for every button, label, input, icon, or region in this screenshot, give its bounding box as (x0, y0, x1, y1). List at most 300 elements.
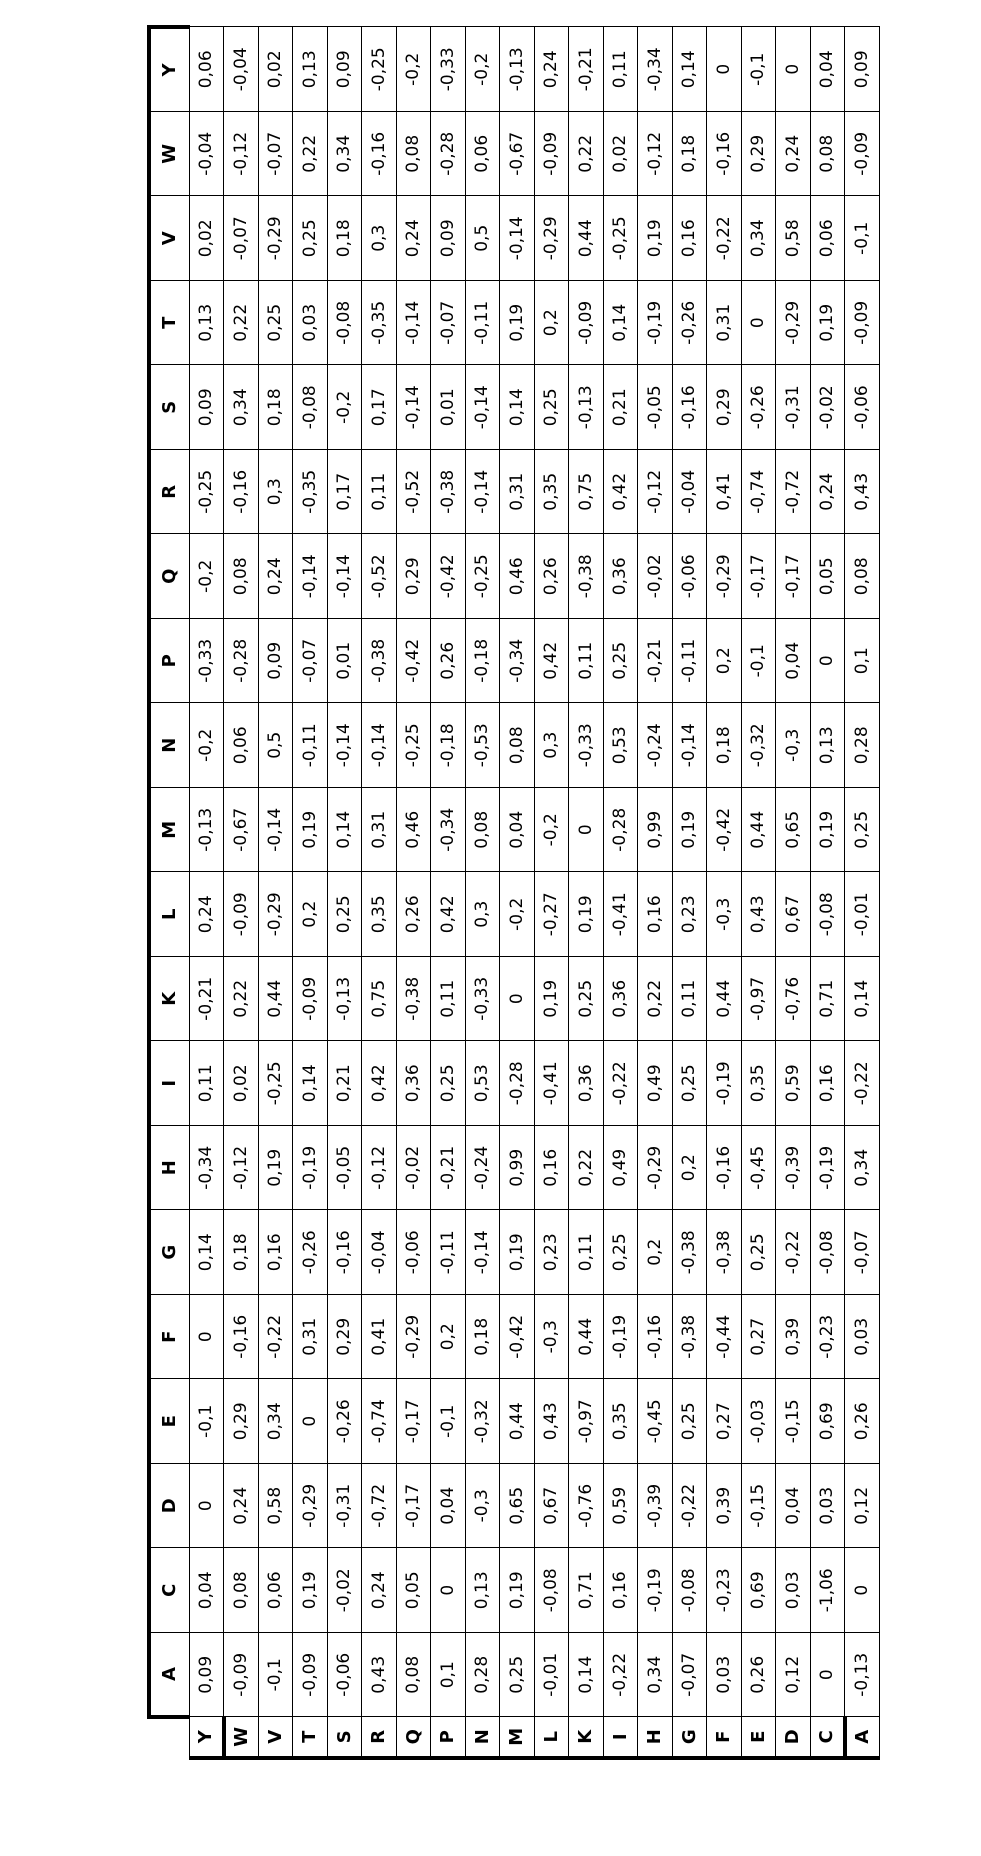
table-row (500, 27, 535, 1838)
matrix-cell: 0,19 (500, 281, 535, 366)
matrix-cell: -0,14 (500, 196, 535, 281)
matrix-cell: 0,08 (396, 1633, 431, 1718)
matrix-cell: 0,08 (810, 112, 845, 197)
matrix-cell: -0,42 (707, 788, 742, 873)
matrix-cell: 0,19 (500, 1210, 535, 1295)
matrix-cell: 0,24 (224, 1464, 259, 1549)
matrix-cell: 0,14 (500, 365, 535, 450)
row-header-E: E (741, 1717, 776, 1758)
matrix-cell: 0,42 (362, 1041, 397, 1126)
matrix-cell: -0,16 (224, 450, 259, 535)
matrix-cell: 0,18 (465, 1295, 500, 1380)
matrix-cell: -0,2 (534, 788, 569, 873)
matrix-cell: 0,24 (258, 534, 293, 619)
matrix-cell: 0,09 (431, 196, 466, 281)
row-header-Q: Q (396, 1717, 431, 1758)
matrix-cell: -0,29 (258, 872, 293, 957)
matrix-cell: -0,11 (465, 281, 500, 366)
matrix-cell: 0,75 (362, 957, 397, 1042)
matrix-cell: 0,26 (534, 534, 569, 619)
matrix-cell: -0,23 (810, 1295, 845, 1380)
matrix-cell: 0,02 (224, 1041, 259, 1126)
matrix-cell: -0,29 (396, 1295, 431, 1380)
matrix-cell: -0,07 (258, 112, 293, 197)
matrix-cell: -0,07 (293, 619, 328, 704)
matrix-cell: 0,35 (741, 1041, 776, 1126)
matrix-cell: -0,74 (362, 1379, 397, 1464)
matrix-cell: -0,09 (534, 112, 569, 197)
matrix-cell: -0,33 (189, 619, 224, 704)
matrix-cell: 0,08 (500, 703, 535, 788)
matrix-cell: 0,16 (638, 872, 673, 957)
matrix-cell: 0,25 (327, 872, 362, 957)
matrix-cell: 0,02 (189, 196, 224, 281)
matrix-cell: -0,29 (638, 1126, 673, 1211)
matrix-cell: 0,71 (810, 957, 845, 1042)
matrix-cell: -0,16 (672, 365, 707, 450)
matrix-cell: 0 (845, 1548, 880, 1633)
matrix-cell: 0,26 (741, 1633, 776, 1718)
row-header-R: R (362, 1717, 397, 1758)
matrix-cell: 0,67 (776, 872, 811, 957)
matrix-cell: 0,14 (603, 281, 638, 366)
matrix-cell: 0,19 (569, 872, 604, 957)
matrix-cell: -0,14 (293, 534, 328, 619)
matrix-cell: -0,19 (707, 1041, 742, 1126)
matrix-cell: 0,31 (293, 1295, 328, 1380)
matrix-cell: -0,08 (672, 1548, 707, 1633)
matrix-cell: -0,19 (810, 1126, 845, 1211)
matrix-cell: 0 (431, 1548, 466, 1633)
matrix-cell: -0,04 (224, 27, 259, 112)
matrix-cell: -0,97 (569, 1379, 604, 1464)
matrix-cell: -0,12 (638, 112, 673, 197)
matrix-cell: 0,09 (845, 27, 880, 112)
matrix-cell: 0,39 (776, 1295, 811, 1380)
matrix-cell: -0,28 (500, 1041, 535, 1126)
matrix-cell: -0,52 (396, 450, 431, 535)
matrix-cell: -0,07 (672, 1633, 707, 1718)
table-row (741, 27, 776, 1838)
row-header-F: F (707, 1717, 742, 1758)
matrix-cell: 0,43 (741, 872, 776, 957)
matrix-cell: 0,3 (534, 703, 569, 788)
matrix-cell: -0,02 (810, 365, 845, 450)
row-header-S: S (327, 1717, 362, 1758)
matrix-cell: 0,44 (707, 957, 742, 1042)
matrix-cell: -0,06 (845, 365, 880, 450)
matrix-cell: -0,14 (258, 788, 293, 873)
matrix-cell: -0,05 (327, 1126, 362, 1211)
matrix-cell: -0,04 (189, 112, 224, 197)
matrix-cell: 0,49 (638, 1041, 673, 1126)
matrix-cell: 0,06 (465, 112, 500, 197)
matrix-cell: -0,17 (741, 534, 776, 619)
row-header-G: G (672, 1717, 707, 1758)
matrix-cell: -0,2 (189, 703, 224, 788)
matrix-cell: 0,46 (500, 534, 535, 619)
matrix-cell: -0,31 (776, 365, 811, 450)
matrix-cell: -0,38 (569, 534, 604, 619)
column-header-E: E (149, 1379, 189, 1464)
matrix-cell: 0 (776, 27, 811, 112)
matrix-cell: -0,72 (362, 1464, 397, 1549)
row-spacer (672, 1758, 707, 1838)
matrix-cell: -0,76 (776, 957, 811, 1042)
matrix-cell: 0,21 (327, 1041, 362, 1126)
matrix-cell: 0,19 (672, 788, 707, 873)
matrix-cell: -0,06 (672, 534, 707, 619)
matrix-cell: -0,38 (396, 957, 431, 1042)
row-header-I: I (603, 1717, 638, 1758)
matrix-cell: -0,07 (845, 1210, 880, 1295)
matrix-cell: -0,12 (224, 112, 259, 197)
table-row (603, 27, 638, 1838)
matrix-cell: 0,24 (362, 1548, 397, 1633)
matrix-cell: -0,31 (327, 1464, 362, 1549)
column-header-I: I (149, 1041, 189, 1126)
table-row (707, 27, 742, 1838)
table-row (569, 27, 604, 1838)
matrix-cell: -0,72 (776, 450, 811, 535)
matrix-cell: 0,16 (810, 1041, 845, 1126)
matrix-cell: -0,26 (672, 281, 707, 366)
matrix-cell: -0,14 (362, 703, 397, 788)
matrix-cell: 0,31 (500, 450, 535, 535)
matrix-cell: -0,22 (258, 1295, 293, 1380)
matrix-cell: -0,67 (224, 788, 259, 873)
matrix-cell: 0,58 (776, 196, 811, 281)
matrix-cell: 0,14 (293, 1041, 328, 1126)
matrix-cell: 0,08 (845, 534, 880, 619)
matrix-cell: 0,34 (258, 1379, 293, 1464)
matrix-cell: -0,17 (396, 1464, 431, 1549)
matrix-cell: -0,21 (569, 27, 604, 112)
matrix-cell: -0,04 (362, 1210, 397, 1295)
row-spacer (224, 1758, 259, 1838)
matrix-cell: -0,24 (465, 1126, 500, 1211)
matrix-cell: -0,12 (638, 450, 673, 535)
matrix-cell: 0,13 (465, 1548, 500, 1633)
matrix-cell: 0,03 (293, 281, 328, 366)
column-header-W: W (149, 112, 189, 197)
matrix-cell: 0 (810, 619, 845, 704)
matrix-cell: 0,16 (534, 1126, 569, 1211)
table-row (258, 27, 293, 1838)
matrix-cell: -0,13 (189, 788, 224, 873)
matrix-cell: 0,44 (258, 957, 293, 1042)
matrix-cell: -0,1 (741, 27, 776, 112)
row-spacer (362, 1758, 397, 1838)
matrix-cell: -0,21 (431, 1126, 466, 1211)
matrix-cell: 0,13 (810, 703, 845, 788)
matrix-cell: 0,42 (431, 872, 466, 957)
matrix-cell: 0,08 (224, 534, 259, 619)
matrix-cell: -0,22 (707, 196, 742, 281)
matrix-cell: -0,14 (465, 450, 500, 535)
matrix-cell: 0 (293, 1379, 328, 1464)
matrix-cell: -0,19 (638, 1548, 673, 1633)
matrix-cell: 0 (189, 1295, 224, 1380)
matrix-cell: 0,08 (465, 788, 500, 873)
matrix-cell: -0,22 (603, 1633, 638, 1718)
table-corner (149, 1717, 189, 1838)
row-spacer (534, 1758, 569, 1838)
matrix-cell: 0 (189, 1464, 224, 1549)
table-row (672, 27, 707, 1838)
matrix-cell: -0,16 (638, 1295, 673, 1380)
matrix-cell: 0,25 (603, 1210, 638, 1295)
matrix-cell: -0,22 (672, 1464, 707, 1549)
matrix-cell: 0,14 (569, 1633, 604, 1718)
matrix-cell: -0,14 (327, 703, 362, 788)
matrix-cell: -0,14 (465, 365, 500, 450)
matrix-cell: 0,02 (603, 112, 638, 197)
matrix-cell: -0,25 (465, 534, 500, 619)
matrix-cell: 0,75 (569, 450, 604, 535)
matrix-cell: 0,25 (845, 788, 880, 873)
row-spacer (327, 1758, 362, 1838)
matrix-cell: -0,32 (741, 703, 776, 788)
row-header-W: W (224, 1717, 259, 1758)
matrix-cell: -0,11 (431, 1210, 466, 1295)
table-row (293, 27, 328, 1838)
matrix-cell: -0,52 (362, 534, 397, 619)
matrix-cell: -0,02 (396, 1126, 431, 1211)
matrix-cell: 0,03 (707, 1633, 742, 1718)
matrix-cell: 0,36 (603, 534, 638, 619)
matrix-cell: 0,11 (603, 27, 638, 112)
matrix-cell: -0,08 (293, 365, 328, 450)
matrix-cell: -0,17 (396, 1379, 431, 1464)
matrix-cell: -0,1 (431, 1379, 466, 1464)
matrix-cell: 0,25 (741, 1210, 776, 1295)
matrix-cell: -0,16 (362, 112, 397, 197)
matrix-cell: 0 (741, 281, 776, 366)
column-header-D: D (149, 1464, 189, 1549)
matrix-cell: 0,04 (189, 1548, 224, 1633)
matrix-cell: -0,44 (707, 1295, 742, 1380)
matrix-cell: -0,05 (638, 365, 673, 450)
matrix-cell: -0,07 (431, 281, 466, 366)
table-row (396, 27, 431, 1838)
matrix-cell: 0,19 (534, 957, 569, 1042)
matrix-cell: 0,34 (638, 1633, 673, 1718)
matrix-cell: -0,41 (603, 872, 638, 957)
matrix-cell: -0,13 (500, 27, 535, 112)
matrix-cell: 0,03 (810, 1464, 845, 1549)
matrix-cell: 0,3 (465, 872, 500, 957)
matrix-cell: 0,3 (362, 196, 397, 281)
matrix-cell: 0,17 (362, 365, 397, 450)
matrix-cell: -0,09 (845, 281, 880, 366)
matrix-cell: -0,08 (534, 1548, 569, 1633)
matrix-cell: -0,35 (362, 281, 397, 366)
matrix-cell: -0,38 (707, 1210, 742, 1295)
matrix-cell: -0,29 (707, 534, 742, 619)
matrix-cell: 0,19 (258, 1126, 293, 1211)
matrix-cell: 0,04 (810, 27, 845, 112)
matrix-cell: -0,09 (224, 1633, 259, 1718)
matrix-cell: 0,25 (258, 281, 293, 366)
matrix-cell: -0,14 (396, 281, 431, 366)
matrix-cell: -0,08 (810, 1210, 845, 1295)
matrix-cell: 0,41 (362, 1295, 397, 1380)
matrix-cell: 0,67 (534, 1464, 569, 1549)
matrix-cell: -0,13 (845, 1633, 880, 1718)
table-row (845, 27, 880, 1838)
matrix-cell: -0,26 (327, 1379, 362, 1464)
row-header-H: H (638, 1717, 673, 1758)
column-header-M: M (149, 788, 189, 873)
matrix-cell: 0,24 (396, 196, 431, 281)
matrix-cell: 0,27 (741, 1295, 776, 1380)
matrix-cell: 0,36 (603, 957, 638, 1042)
matrix-cell: 0,09 (189, 365, 224, 450)
matrix-cell: 0,19 (500, 1548, 535, 1633)
matrix-cell: 0,2 (638, 1210, 673, 1295)
matrix-cell: 0,59 (603, 1464, 638, 1549)
matrix-cell: 0,2 (707, 619, 742, 704)
row-header-M: M (500, 1717, 535, 1758)
matrix-cell: 0,42 (603, 450, 638, 535)
matrix-cell: 0,08 (224, 1548, 259, 1633)
row-header-Y: Y (189, 1717, 224, 1758)
matrix-cell: 0,36 (396, 1041, 431, 1126)
row-header-D: D (776, 1717, 811, 1758)
matrix-cell: -0,23 (707, 1548, 742, 1633)
matrix-cell: -0,38 (362, 619, 397, 704)
matrix-cell: -0,33 (431, 27, 466, 112)
matrix-cell: 0,2 (431, 1295, 466, 1380)
matrix-cell: 0,39 (707, 1464, 742, 1549)
matrix-cell: 0,41 (707, 450, 742, 535)
matrix-cell: 0,11 (569, 619, 604, 704)
matrix-cell: 0,21 (603, 365, 638, 450)
table-row (465, 27, 500, 1838)
matrix-cell: 0,29 (707, 365, 742, 450)
matrix-cell: 0,65 (776, 788, 811, 873)
matrix-cell: 0,31 (362, 788, 397, 873)
matrix-cell: 0,04 (431, 1464, 466, 1549)
matrix-cell: 0,2 (672, 1126, 707, 1211)
matrix-cell: 0,44 (741, 788, 776, 873)
matrix-cell: 0,11 (362, 450, 397, 535)
matrix-cell: 0,25 (603, 619, 638, 704)
matrix-cell: 0,05 (396, 1548, 431, 1633)
matrix-cell: 0,1 (431, 1633, 466, 1718)
matrix-cell: -0,38 (672, 1210, 707, 1295)
matrix-cell: -0,13 (569, 365, 604, 450)
table-row (534, 27, 569, 1838)
matrix-cell: -0,34 (638, 27, 673, 112)
matrix-cell: 0,22 (569, 1126, 604, 1211)
matrix-cell: 0,69 (741, 1548, 776, 1633)
matrix-cell: 0,16 (258, 1210, 293, 1295)
column-header-S: S (149, 365, 189, 450)
matrix-cell: -0,76 (569, 1464, 604, 1549)
matrix-cell: -0,22 (776, 1210, 811, 1295)
matrix-cell: -0,29 (776, 281, 811, 366)
column-header-Y: Y (149, 27, 189, 112)
matrix-cell: 0,29 (224, 1379, 259, 1464)
matrix-cell: 0,25 (500, 1633, 535, 1718)
matrix-cell: -0,53 (465, 703, 500, 788)
row-spacer (603, 1758, 638, 1838)
matrix-cell: 0,1 (845, 619, 880, 704)
row-header-P: P (431, 1717, 466, 1758)
matrix-cell: -0,33 (569, 703, 604, 788)
row-spacer (776, 1758, 811, 1838)
matrix-cell: -0,33 (465, 957, 500, 1042)
matrix-cell: 0,09 (327, 27, 362, 112)
matrix-cell: 0,01 (327, 619, 362, 704)
matrix-cell: 0,11 (431, 957, 466, 1042)
row-spacer (810, 1758, 845, 1838)
column-header-P: P (149, 619, 189, 704)
matrix-cell: -0,74 (741, 450, 776, 535)
matrix-cell: 0,22 (569, 112, 604, 197)
matrix-cell: 0,19 (293, 788, 328, 873)
matrix-cell: -0,21 (638, 619, 673, 704)
matrix-cell: 0,2 (293, 872, 328, 957)
matrix-cell: 0,44 (569, 1295, 604, 1380)
row-spacer (189, 1758, 224, 1838)
table-row (362, 27, 397, 1838)
matrix-cell: 0 (569, 788, 604, 873)
matrix-cell: 0,04 (776, 1464, 811, 1549)
matrix-cell: -0,22 (845, 1041, 880, 1126)
matrix-cell: -0,3 (534, 1295, 569, 1380)
table-row (810, 27, 845, 1838)
matrix-cell: -0,1 (845, 196, 880, 281)
column-header-Q: Q (149, 534, 189, 619)
matrix-cell: 0,22 (224, 957, 259, 1042)
column-header-N: N (149, 703, 189, 788)
column-header-L: L (149, 872, 189, 957)
row-spacer (258, 1758, 293, 1838)
matrix-cell: 0,42 (534, 619, 569, 704)
matrix-cell: 0,28 (465, 1633, 500, 1718)
matrix-cell: -0,08 (810, 872, 845, 957)
matrix-cell: -0,16 (707, 112, 742, 197)
matrix-cell: 0,09 (258, 619, 293, 704)
row-header-C: C (810, 1717, 845, 1758)
matrix-cell: 0,53 (603, 703, 638, 788)
matrix-cell: 0,25 (672, 1041, 707, 1126)
matrix-cell: -0,09 (845, 112, 880, 197)
matrix-cell: 0,19 (810, 281, 845, 366)
matrix-cell: -0,38 (431, 450, 466, 535)
matrix-cell: 0,19 (638, 196, 673, 281)
matrix-cell: -0,25 (396, 703, 431, 788)
row-header-N: N (465, 1717, 500, 1758)
matrix-cell: -0,25 (362, 27, 397, 112)
table-row (327, 27, 362, 1838)
matrix-cell: 0,34 (845, 1126, 880, 1211)
matrix-cell: -0,14 (396, 365, 431, 450)
matrix-cell: 0,34 (224, 365, 259, 450)
matrix-cell: -0,12 (362, 1126, 397, 1211)
column-header-V: V (149, 196, 189, 281)
matrix-cell: -0,1 (258, 1633, 293, 1718)
column-header-C: C (149, 1548, 189, 1633)
column-header-H: H (149, 1126, 189, 1211)
matrix-cell: -0,09 (293, 957, 328, 1042)
matrix-cell: 0,06 (189, 27, 224, 112)
matrix-cell: -0,28 (431, 112, 466, 197)
matrix-cell: 0,11 (569, 1210, 604, 1295)
